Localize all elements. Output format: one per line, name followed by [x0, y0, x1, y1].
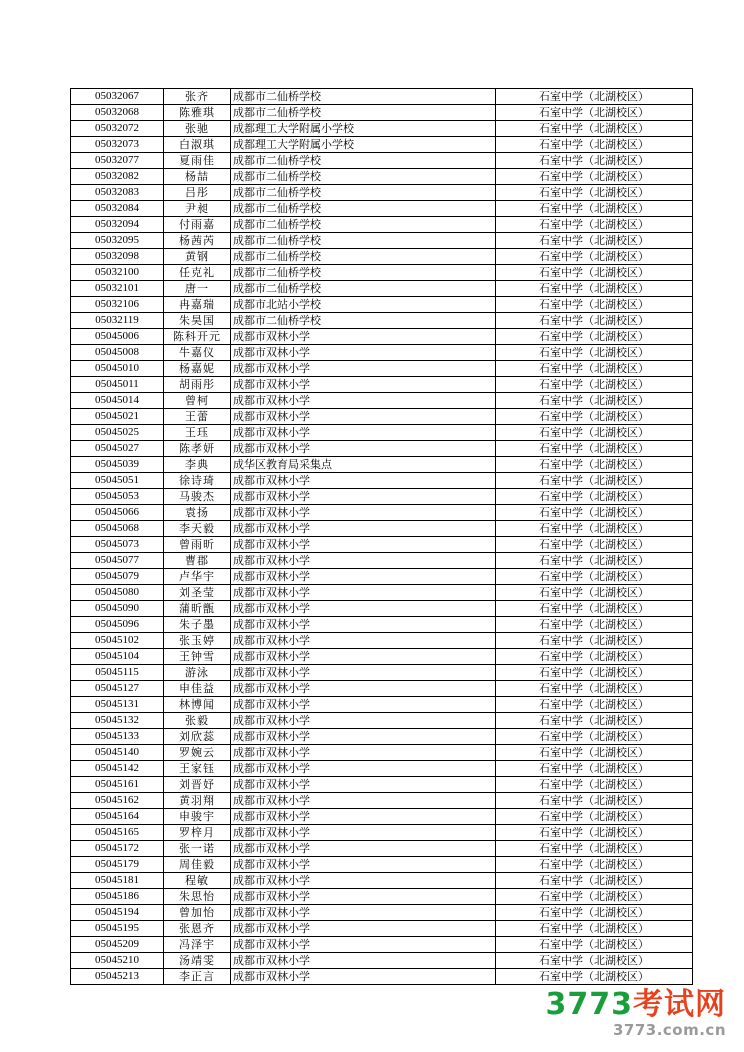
cell-exam-id: 05045010: [71, 361, 164, 377]
cell-primary-school: 成都市双林小学: [231, 601, 496, 617]
cell-exam-id: 05045079: [71, 569, 164, 585]
cell-student-name: 吕彤: [164, 185, 231, 201]
cell-student-name: 白淑琪: [164, 137, 231, 153]
table-row: [71, 169, 693, 185]
cell-admitted-school: 石室中学（北湖校区）: [496, 329, 693, 345]
cell-student-name: 罗婉云: [164, 745, 231, 761]
cell-exam-id: 05045011: [71, 377, 164, 393]
cell-admitted-school: 石室中学（北湖校区）: [496, 457, 693, 473]
table-row: [71, 233, 693, 249]
cell-admitted-school: 石室中学（北湖校区）: [496, 441, 693, 457]
table-row: [71, 153, 693, 169]
cell-primary-school: 成都市双林小学: [231, 489, 496, 505]
cell-primary-school: 成都市双林小学: [231, 649, 496, 665]
cell-student-name: 张一诺: [164, 841, 231, 857]
cell-admitted-school: 石室中学（北湖校区）: [496, 393, 693, 409]
cell-exam-id: 05045133: [71, 729, 164, 745]
cell-primary-school: 成都市二仙桥学校: [231, 153, 496, 169]
cell-admitted-school: 石室中学（北湖校区）: [496, 937, 693, 953]
cell-admitted-school: 石室中学（北湖校区）: [496, 297, 693, 313]
cell-admitted-school: 石室中学（北湖校区）: [496, 105, 693, 121]
cell-admitted-school: 石室中学（北湖校区）: [496, 665, 693, 681]
cell-exam-id: 05045209: [71, 937, 164, 953]
cell-student-name: 林博闻: [164, 697, 231, 713]
watermark-label: 考试网: [633, 987, 726, 1022]
table-row: [71, 361, 693, 377]
cell-admitted-school: 石室中学（北湖校区）: [496, 601, 693, 617]
cell-admitted-school: 石室中学（北湖校区）: [496, 953, 693, 969]
cell-primary-school: 成都市双林小学: [231, 425, 496, 441]
cell-primary-school: 成都市二仙桥学校: [231, 169, 496, 185]
cell-admitted-school: 石室中学（北湖校区）: [496, 873, 693, 889]
table-row: [71, 521, 693, 537]
cell-student-name: 程敏: [164, 873, 231, 889]
cell-primary-school: 成都市双林小学: [231, 681, 496, 697]
cell-exam-id: 05045131: [71, 697, 164, 713]
cell-admitted-school: 石室中学（北湖校区）: [496, 265, 693, 281]
cell-primary-school: 成都市双林小学: [231, 329, 496, 345]
cell-exam-id: 05045077: [71, 553, 164, 569]
cell-primary-school: 成都市双林小学: [231, 841, 496, 857]
cell-primary-school: 成都市双林小学: [231, 409, 496, 425]
cell-exam-id: 05045115: [71, 665, 164, 681]
cell-exam-id: 05045210: [71, 953, 164, 969]
watermark-number: 3773: [545, 987, 633, 1022]
cell-exam-id: 05045039: [71, 457, 164, 473]
cell-primary-school: 成都市双林小学: [231, 857, 496, 873]
cell-student-name: 曹郡: [164, 553, 231, 569]
table-row: [71, 313, 693, 329]
cell-exam-id: 05045008: [71, 345, 164, 361]
cell-primary-school: 成都市二仙桥学校: [231, 105, 496, 121]
cell-exam-id: 05045172: [71, 841, 164, 857]
cell-exam-id: 05032067: [71, 89, 164, 105]
cell-exam-id: 05032095: [71, 233, 164, 249]
site-watermark: [546, 989, 727, 1038]
cell-student-name: 张驰: [164, 121, 231, 137]
cell-exam-id: 05045014: [71, 393, 164, 409]
cell-student-name: 蒲昕甑: [164, 601, 231, 617]
table-row: [71, 537, 693, 553]
cell-exam-id: 05045068: [71, 521, 164, 537]
cell-student-name: 王珏: [164, 425, 231, 441]
cell-student-name: 夏雨佳: [164, 153, 231, 169]
cell-primary-school: 成都理工大学附属小学校: [231, 121, 496, 137]
cell-admitted-school: 石室中学（北湖校区）: [496, 425, 693, 441]
cell-admitted-school: 石室中学（北湖校区）: [496, 569, 693, 585]
cell-student-name: 徐诗琦: [164, 473, 231, 489]
cell-exam-id: 05045179: [71, 857, 164, 873]
table-row: [71, 329, 693, 345]
cell-exam-id: 05045021: [71, 409, 164, 425]
cell-admitted-school: 石室中学（北湖校区）: [496, 169, 693, 185]
cell-admitted-school: 石室中学（北湖校区）: [496, 345, 693, 361]
table-row: [71, 873, 693, 889]
cell-student-name: 罗梓月: [164, 825, 231, 841]
cell-exam-id: 05045073: [71, 537, 164, 553]
cell-exam-id: 05045066: [71, 505, 164, 521]
cell-primary-school: 成都市二仙桥学校: [231, 313, 496, 329]
cell-admitted-school: 石室中学（北湖校区）: [496, 217, 693, 233]
table-row: [71, 793, 693, 809]
cell-admitted-school: 石室中学（北湖校区）: [496, 473, 693, 489]
cell-primary-school: 成都市双林小学: [231, 553, 496, 569]
table-row: [71, 393, 693, 409]
cell-primary-school: 成都市双林小学: [231, 809, 496, 825]
cell-primary-school: 成都市双林小学: [231, 617, 496, 633]
cell-student-name: 牛嘉仪: [164, 345, 231, 361]
cell-primary-school: 成都市双林小学: [231, 921, 496, 937]
cell-admitted-school: 石室中学（北湖校区）: [496, 377, 693, 393]
cell-student-name: 杨喆: [164, 169, 231, 185]
cell-student-name: 申佳益: [164, 681, 231, 697]
cell-student-name: 杨茜芮: [164, 233, 231, 249]
table-row: [71, 137, 693, 153]
cell-student-name: 陈孝妍: [164, 441, 231, 457]
cell-primary-school: 成都市双林小学: [231, 761, 496, 777]
table-row: [71, 841, 693, 857]
cell-exam-id: 05045161: [71, 777, 164, 793]
cell-primary-school: 成都市双林小学: [231, 953, 496, 969]
table-row: [71, 425, 693, 441]
cell-admitted-school: 石室中学（北湖校区）: [496, 185, 693, 201]
cell-primary-school: 成都市二仙桥学校: [231, 89, 496, 105]
cell-admitted-school: 石室中学（北湖校区）: [496, 969, 693, 985]
cell-admitted-school: 石室中学（北湖校区）: [496, 409, 693, 425]
table-row: [71, 249, 693, 265]
cell-primary-school: 成都市双林小学: [231, 473, 496, 489]
cell-exam-id: 05032106: [71, 297, 164, 313]
cell-admitted-school: 石室中学（北湖校区）: [496, 649, 693, 665]
table-row: [71, 649, 693, 665]
cell-primary-school: 成都市双林小学: [231, 729, 496, 745]
cell-student-name: 张毅: [164, 713, 231, 729]
cell-student-name: 冯泽宇: [164, 937, 231, 953]
cell-exam-id: 05032101: [71, 281, 164, 297]
cell-exam-id: 05045027: [71, 441, 164, 457]
cell-student-name: 杨嘉妮: [164, 361, 231, 377]
cell-student-name: 朱思怡: [164, 889, 231, 905]
cell-primary-school: 成都市双林小学: [231, 873, 496, 889]
table-row: [71, 921, 693, 937]
cell-student-name: 周佳毅: [164, 857, 231, 873]
cell-admitted-school: 石室中学（北湖校区）: [496, 745, 693, 761]
table-row: [71, 777, 693, 793]
cell-primary-school: 成华区教育局采集点: [231, 457, 496, 473]
cell-admitted-school: 石室中学（北湖校区）: [496, 825, 693, 841]
cell-admitted-school: 石室中学（北湖校区）: [496, 89, 693, 105]
cell-primary-school: 成都市双林小学: [231, 937, 496, 953]
cell-primary-school: 成都市双林小学: [231, 793, 496, 809]
cell-primary-school: 成都市双林小学: [231, 745, 496, 761]
cell-admitted-school: 石室中学（北湖校区）: [496, 729, 693, 745]
cell-admitted-school: 石室中学（北湖校区）: [496, 121, 693, 137]
cell-primary-school: 成都市双林小学: [231, 393, 496, 409]
cell-primary-school: 成都市二仙桥学校: [231, 249, 496, 265]
cell-exam-id: 05032082: [71, 169, 164, 185]
table-row: [71, 185, 693, 201]
table-row: [71, 265, 693, 281]
table-row: [71, 937, 693, 953]
cell-student-name: 申骏宇: [164, 809, 231, 825]
table-row: [71, 665, 693, 681]
cell-admitted-school: 石室中学（北湖校区）: [496, 841, 693, 857]
table-row: [71, 457, 693, 473]
cell-student-name: 唐一: [164, 281, 231, 297]
cell-primary-school: 成都市双林小学: [231, 697, 496, 713]
cell-student-name: 任克礼: [164, 265, 231, 281]
cell-student-name: 卢华宇: [164, 569, 231, 585]
cell-exam-id: 05045164: [71, 809, 164, 825]
cell-admitted-school: 石室中学（北湖校区）: [496, 537, 693, 553]
cell-admitted-school: 石室中学（北湖校区）: [496, 233, 693, 249]
table-row: [71, 729, 693, 745]
cell-admitted-school: 石室中学（北湖校区）: [496, 585, 693, 601]
cell-primary-school: 成都理工大学附属小学校: [231, 137, 496, 153]
table-row: [71, 505, 693, 521]
cell-student-name: 汤靖雯: [164, 953, 231, 969]
cell-student-name: 胡雨彤: [164, 377, 231, 393]
roster-table-container: [70, 88, 674, 985]
cell-primary-school: 成都市双林小学: [231, 585, 496, 601]
cell-student-name: 刘圣莹: [164, 585, 231, 601]
cell-primary-school: 成都市双林小学: [231, 505, 496, 521]
cell-admitted-school: 石室中学（北湖校区）: [496, 905, 693, 921]
cell-exam-id: 05032072: [71, 121, 164, 137]
table-row: [71, 377, 693, 393]
table-row: [71, 281, 693, 297]
table-row: [71, 969, 693, 985]
cell-primary-school: 成都市双林小学: [231, 569, 496, 585]
table-row: [71, 617, 693, 633]
cell-primary-school: 成都市二仙桥学校: [231, 233, 496, 249]
cell-primary-school: 成都市双林小学: [231, 345, 496, 361]
cell-admitted-school: 石室中学（北湖校区）: [496, 553, 693, 569]
cell-exam-id: 05032084: [71, 201, 164, 217]
table-row: [71, 745, 693, 761]
cell-exam-id: 05032083: [71, 185, 164, 201]
cell-exam-id: 05045053: [71, 489, 164, 505]
cell-primary-school: 成都市双林小学: [231, 633, 496, 649]
table-body: [71, 89, 693, 985]
cell-student-name: 李典: [164, 457, 231, 473]
cell-exam-id: 05045186: [71, 889, 164, 905]
table-row: [71, 585, 693, 601]
table-row: [71, 489, 693, 505]
table-row: [71, 713, 693, 729]
watermark-main-line: [546, 989, 727, 1021]
cell-exam-id: 05045025: [71, 425, 164, 441]
cell-admitted-school: 石室中学（北湖校区）: [496, 201, 693, 217]
cell-exam-id: 05045132: [71, 713, 164, 729]
cell-exam-id: 05045140: [71, 745, 164, 761]
table-row: [71, 857, 693, 873]
cell-student-name: 刘欣蕊: [164, 729, 231, 745]
cell-admitted-school: 石室中学（北湖校区）: [496, 313, 693, 329]
cell-admitted-school: 石室中学（北湖校区）: [496, 889, 693, 905]
cell-admitted-school: 石室中学（北湖校区）: [496, 281, 693, 297]
cell-admitted-school: 石室中学（北湖校区）: [496, 617, 693, 633]
admission-roster-table: [70, 88, 693, 985]
cell-primary-school: 成都市双林小学: [231, 537, 496, 553]
cell-exam-id: 05032100: [71, 265, 164, 281]
cell-primary-school: 成都市双林小学: [231, 905, 496, 921]
table-row: [71, 297, 693, 313]
cell-admitted-school: 石室中学（北湖校区）: [496, 361, 693, 377]
cell-admitted-school: 石室中学（北湖校区）: [496, 777, 693, 793]
cell-exam-id: 05045142: [71, 761, 164, 777]
cell-primary-school: 成都市二仙桥学校: [231, 201, 496, 217]
cell-primary-school: 成都市双林小学: [231, 713, 496, 729]
cell-admitted-school: 石室中学（北湖校区）: [496, 137, 693, 153]
cell-exam-id: 05045162: [71, 793, 164, 809]
table-row: [71, 889, 693, 905]
cell-exam-id: 05032119: [71, 313, 164, 329]
cell-exam-id: 05045213: [71, 969, 164, 985]
cell-student-name: 尹昶: [164, 201, 231, 217]
cell-student-name: 王蕾: [164, 409, 231, 425]
cell-primary-school: 成都市双林小学: [231, 377, 496, 393]
table-row: [71, 201, 693, 217]
cell-primary-school: 成都市双林小学: [231, 825, 496, 841]
cell-admitted-school: 石室中学（北湖校区）: [496, 761, 693, 777]
cell-admitted-school: 石室中学（北湖校区）: [496, 153, 693, 169]
cell-student-name: 曾柯: [164, 393, 231, 409]
cell-student-name: 王钟雪: [164, 649, 231, 665]
cell-exam-id: 05045096: [71, 617, 164, 633]
cell-student-name: 冉嘉瑞: [164, 297, 231, 313]
cell-exam-id: 05045195: [71, 921, 164, 937]
cell-primary-school: 成都市二仙桥学校: [231, 281, 496, 297]
cell-admitted-school: 石室中学（北湖校区）: [496, 713, 693, 729]
cell-admitted-school: 石室中学（北湖校区）: [496, 505, 693, 521]
cell-exam-id: 05045104: [71, 649, 164, 665]
table-row: [71, 409, 693, 425]
cell-primary-school: 成都市双林小学: [231, 665, 496, 681]
cell-student-name: 刘晋妤: [164, 777, 231, 793]
cell-student-name: 马骏杰: [164, 489, 231, 505]
cell-admitted-school: 石室中学（北湖校区）: [496, 697, 693, 713]
cell-primary-school: 成都市双林小学: [231, 777, 496, 793]
cell-student-name: 陈雅琪: [164, 105, 231, 121]
cell-admitted-school: 石室中学（北湖校区）: [496, 681, 693, 697]
cell-primary-school: 成都市双林小学: [231, 521, 496, 537]
cell-student-name: 曾加怡: [164, 905, 231, 921]
cell-exam-id: 05032073: [71, 137, 164, 153]
cell-exam-id: 05045090: [71, 601, 164, 617]
cell-student-name: 张恩齐: [164, 921, 231, 937]
table-row: [71, 89, 693, 105]
cell-primary-school: 成都市双林小学: [231, 969, 496, 985]
cell-primary-school: 成都市二仙桥学校: [231, 185, 496, 201]
cell-primary-school: 成都市北站小学校: [231, 297, 496, 313]
cell-primary-school: 成都市双林小学: [231, 361, 496, 377]
table-row: [71, 825, 693, 841]
cell-admitted-school: 石室中学（北湖校区）: [496, 249, 693, 265]
cell-student-name: 陈科开元: [164, 329, 231, 345]
cell-primary-school: 成都市双林小学: [231, 889, 496, 905]
cell-admitted-school: 石室中学（北湖校区）: [496, 521, 693, 537]
cell-student-name: 曾雨昕: [164, 537, 231, 553]
watermark-domain: 3773.com.cn: [612, 1021, 726, 1039]
cell-admitted-school: 石室中学（北湖校区）: [496, 793, 693, 809]
table-row: [71, 121, 693, 137]
cell-student-name: 朱子墨: [164, 617, 231, 633]
table-row: [71, 761, 693, 777]
cell-exam-id: 05032098: [71, 249, 164, 265]
cell-primary-school: 成都市二仙桥学校: [231, 217, 496, 233]
cell-student-name: 张齐: [164, 89, 231, 105]
cell-exam-id: 05032077: [71, 153, 164, 169]
cell-admitted-school: 石室中学（北湖校区）: [496, 857, 693, 873]
cell-admitted-school: 石室中学（北湖校区）: [496, 921, 693, 937]
cell-student-name: 李天毅: [164, 521, 231, 537]
cell-exam-id: 05045080: [71, 585, 164, 601]
cell-exam-id: 05032094: [71, 217, 164, 233]
table-row: [71, 553, 693, 569]
cell-exam-id: 05045102: [71, 633, 164, 649]
cell-exam-id: 05045194: [71, 905, 164, 921]
cell-student-name: 王家钰: [164, 761, 231, 777]
cell-exam-id: 05045165: [71, 825, 164, 841]
table-row: [71, 569, 693, 585]
cell-exam-id: 05045051: [71, 473, 164, 489]
cell-student-name: 黄羽翔: [164, 793, 231, 809]
table-row: [71, 217, 693, 233]
cell-primary-school: 成都市双林小学: [231, 441, 496, 457]
cell-exam-id: 05045181: [71, 873, 164, 889]
cell-admitted-school: 石室中学（北湖校区）: [496, 809, 693, 825]
cell-admitted-school: 石室中学（北湖校区）: [496, 489, 693, 505]
cell-student-name: 李正言: [164, 969, 231, 985]
table-row: [71, 473, 693, 489]
cell-student-name: 朱昊国: [164, 313, 231, 329]
table-row: [71, 809, 693, 825]
table-row: [71, 633, 693, 649]
cell-primary-school: 成都市二仙桥学校: [231, 265, 496, 281]
cell-student-name: 付雨嘉: [164, 217, 231, 233]
table-row: [71, 905, 693, 921]
cell-exam-id: 05045006: [71, 329, 164, 345]
table-row: [71, 105, 693, 121]
cell-student-name: 游泳: [164, 665, 231, 681]
cell-admitted-school: 石室中学（北湖校区）: [496, 633, 693, 649]
table-row: [71, 345, 693, 361]
cell-exam-id: 05032068: [71, 105, 164, 121]
table-row: [71, 441, 693, 457]
table-row: [71, 601, 693, 617]
cell-student-name: 张玉婷: [164, 633, 231, 649]
table-row: [71, 697, 693, 713]
table-row: [71, 681, 693, 697]
table-row: [71, 953, 693, 969]
cell-exam-id: 05045127: [71, 681, 164, 697]
cell-student-name: 黄钢: [164, 249, 231, 265]
cell-student-name: 袁扬: [164, 505, 231, 521]
